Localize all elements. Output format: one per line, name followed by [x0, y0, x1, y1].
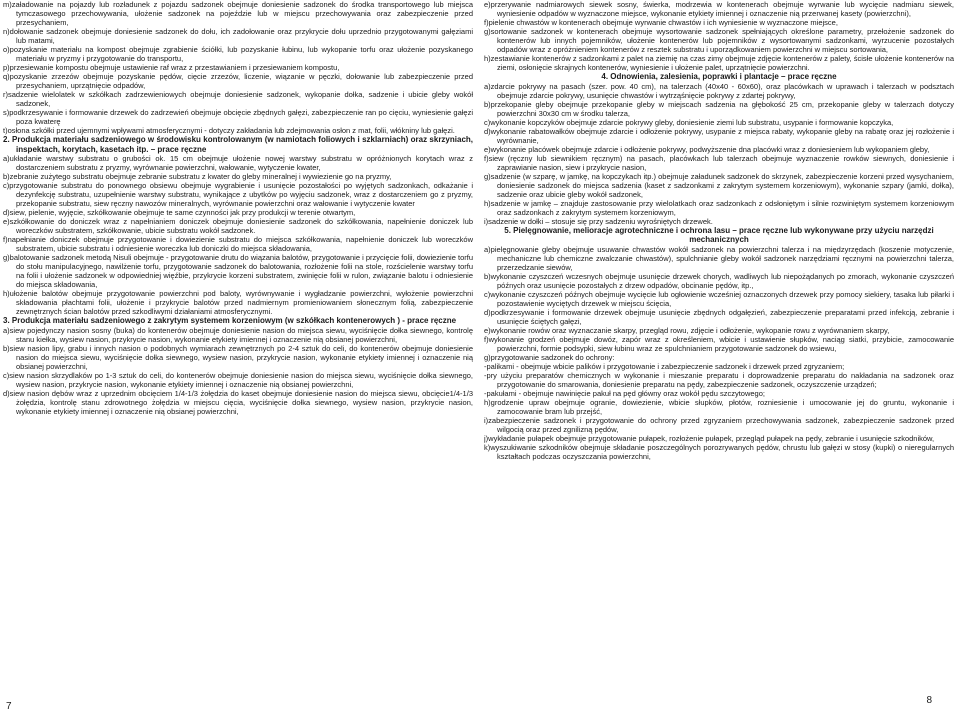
right-paragraph: f)pielenie chwastów w kontenerach obejmuje wyrwanie chwastów i ich wyniesienie w wyznaczone miejsce,: [484, 18, 838, 27]
left-section-heading: 3. Produkcja materiału sadzeniowego z zakrytym systemem korzeniowym (w szkółkach kontenerowych ) - prace ręczne: [3, 316, 457, 325]
right-paragraph: c)wykonanie czyszczeń późnych obejmuje wycięcie lub ogłowienie wcześniej oznaczonych drzewek przy pomocy siekiery, tasaka lub piłarki i pozostawienie wyciętych drzewek w miejscu ścięcia,: [484, 289, 954, 308]
left-paragraph: b)siew nasion lipy, grabu i innych nasion o podobnych wymiarach zewnętrznych po 2-4 sztuk do celi, do kontenerów obejmuje doniesienie nasion do miejsca siewu, wyciśnięcie dołka siewnego, wysiew nasion, przykrycie nasion, wykonanie etykiety imiennej i oznaczenie nią obsianej powierzchni,: [3, 343, 473, 371]
right-section-heading: 5. Pielęgnowanie, melioracje agrotechniczne i ochrona lasu – prace ręczne lub wykonywane przy użyciu narzędzi mechanicznych: [504, 225, 934, 244]
right-paragraph: -palikami - obejmuje wbicie palików i przygotowanie i zabezpieczenie sadzonek i drzewek przed zgryzaniem;: [484, 361, 845, 371]
right-paragraph: h)zestawianie kontenerów z sadzonkami z palet na ziemię na czas zimy obejmuje zdjęcie kontenerów z palety, ścisłe ułożenie kontenerów na ziemi, osłonięcie skrajnych kontenerów, wyniesienie i ułożenie palet, uprzątnięcie powierzchni.: [484, 54, 954, 72]
left-section-heading: 2. Produkcja materiału sadzeniowego w środowisku kontrolowanym (w namiotach foliowych i szklarniach) oraz skrzyniach, inspektach, korytach, kasetach itp. – prace ręczne: [3, 135, 473, 154]
right-paragraph: g)sadzenie (w szparę, w jamkę, na kopczykach itp.) obejmuje załadunek sadzonek do skrzynek, zabezpieczenie korzeni przed wysychaniem, doniesienie sadzonek do miejsca sadzenia (kaset z sadzonkami z zakrytym systemem korzeniowym), wykonanie szpary (jamki, dołka), sadzenie oraz ubicie gleby wokół sadzonek,: [484, 171, 954, 199]
right-paragraph: i)sadzenie w dołki – stosuje się przy sadzeniu wyrośniętych drzewek.: [484, 216, 713, 226]
right-paragraph: -pry użyciu preparatów chemicznych w wykonanie i mieszanie preparatu i doprowadzenie preparatu do nakładania na sadzonek oraz przygotowanie do smarowania, doniesienie preparatu na pędy, zabezpieczenie sadzonek, oczyszczenie urządzeń;: [484, 370, 954, 389]
left-paragraph: s)podkrzesywanie i formowanie drzewek do zadrzewień obejmuje obcięcie zbędnych gałęzi, zabezpieczenie ran po cięciu, wyniesienie gałęzi poza kwaterę: [3, 108, 473, 126]
right-paragraph: f)wykonanie grodzeń obejmuje dowóz, zapór wraz z określeniem, wbicie i ustawienie słupków, naciąg siatki, przybicie, zamocowanie powierzchni, formie podsypki, siew łubinu wraz ze spulchnianiem przygotowanie sadzonek do wsiewu,: [484, 334, 954, 353]
right-paragraph: k)wyszukiwanie szkodników obejmuje składanie poszczególnych porozrywanych pędów, chrustu lub gałęzi w stosy (kupki) o nieregularnych kształtach podczas oczyszczania powierzchni,: [484, 442, 954, 461]
right-paragraph: e)wykonanie placówek obejmuje zdarcie i odłożenie pokrywy, podwyższenie dna placówki wraz z doniesieniem lub wykopaniem gleby,: [484, 144, 930, 154]
left-paragraph: d)siew, pielenie, wyjęcie, szkółkowanie obejmuje te same czynności jak przy produkcji w terenie otwartym,: [3, 208, 356, 217]
right-paragraph: h)sadzenie w jamkę – znajduje zastosowanie przy wielolatkach oraz sadzonkach z odsłoniętym i silnie rozwiniętym systemem korzeniowym oraz sadzonkach z zakrytym systemem korzeniowym,: [484, 198, 954, 217]
left-paragraph: c)siew nasion skrzydlaków po 1-3 sztuk do celi, do kontenerów obejmuje doniesienie nasion do miejsca siewu, wyciśnięcie dołka siewnego, wysiew nasion, przykrycie nasion, wykonanie etykiety imiennej i oznaczenie nią obsianej powierzchni,: [3, 370, 473, 389]
right-text-column: [484, 0, 954, 700]
right-paragraph: g)przygotowanie sadzonek do ochrony:: [484, 352, 615, 362]
left-text-column: [3, 0, 473, 700]
right-paragraph: b)wykonanie czyszczeń wczesnych obejmuje usunięcie drzewek chorych, wadliwych lub niepożądanych po zmorach, wykonanie czyszczeń późnych oraz usunięcie pozostałych z drzew odpadów, obcinanie pędów, itp.,: [484, 271, 954, 290]
left-paragraph: f)napełnianie doniczek obejmuje przygotowanie i dowiezienie substratu do miejsca szkółkowania, napełnienie doniczek lub woreczków substratem, ubicie substratu i odniesienie woreczka lub doniczki do miejsca składowania,: [3, 235, 473, 253]
right-paragraph: c)wykonanie kopczyków obejmuje zdarcie pokrywy gleby, doniesienie ziemi lub substratu, usypanie i formowanie kopczyka,: [484, 117, 894, 127]
right-paragraph: g)sortowanie sadzonek w kontenerach obejmuje wysortowanie sadzonek spełniających określone parametry, przełożenie sadzonek do kontenerów lub innych pojemników, ułożenie kontenerów lub pojemników z wysortowanymi sadzonkami, wyrzucenie pozostałych odpadów wraz z opróżnieniem kontenerów z resztek substratu i uporządkowaniem powierzchni w miejscu sortowania,: [484, 27, 954, 54]
page-number-right: 8: [926, 695, 932, 706]
left-paragraph: m)załadowanie na pojazdy lub rozładunek z pojazdu sadzonek obejmuje doniesienie sadzonek do środka transportowego lub miejsca tymczasowego przechowywania, ułożenie sadzonek na pojeździe lub w miejscu przechowywania oraz zabezpieczenie przed przesychaniem,: [3, 0, 473, 27]
right-paragraph: e)wykonanie rowów oraz wyznaczanie skarpy, przegląd rowu, zdjęcie i odłożenie, wykopanie rowu z wyrównaniem skarpy,: [484, 325, 890, 335]
left-paragraph: h)ułożenie balotów obejmuje przygotowanie powierzchni pod baloty, wyrównywanie i wygładzanie powierzchni, wyłożenie powierzchni składowania płachtami folii, ułożenie i przykrycie balotów przed nadmiernym promieniowaniem słonecznym folią, zabezpieczenie zewnętrznych ścian balotów przed szkodliwymi działaniami atmosferycznymi.: [3, 289, 473, 316]
left-paragraph: e)szkółkowanie do doniczek wraz z napełnianiem doniczek obejmuje doniesienie sadzonek do szkółkowania, napełnienie doniczek lub woreczków substratem, szkółkowanie, ubicie substratu wokół sadzonek.: [3, 217, 473, 235]
left-paragraph: c)przygotowanie substratu do ponownego obsiewu obejmuje wygrabienie i usunięcie pozostałości po wyjętych sadzonkach, odkażanie i dezynfekcję substratu, uzupełnienie warstwy substratu, wynikające z ubytków po wyjęciu sadzonek, wraz z dostarczeniem go z pryzmy, przekopanie substratu, siew ręczny nawozów mineralnych, wyrównanie powierzchni oraz wałowanie i wytyczenie kwater: [3, 181, 473, 208]
left-paragraph: b)zebranie zużytego substratu obejmuje zebranie substratu z kwater do gleby mineralnej i wywiezienie go na pryzmy,: [3, 172, 392, 181]
left-paragraph: o)pozyskanie materiału na kompost obejmuje zgrabienie ściółki, lub pozyskanie łubinu, lub wykopanie torfu oraz ułożenie pozyskanego materiału w pryzmy i przygotowanie do transportu,: [3, 45, 473, 63]
right-section-heading: 4. Odnowienia, zalesienia, poprawki i plantacje – prace ręczne: [601, 72, 837, 81]
left-paragraph: n)dołowanie sadzonek obejmuje doniesienie sadzonek do dołu, ich zadołowanie oraz przykrycie dołu uprzednio przygotowanymi gałęziami lub matami,: [3, 27, 473, 45]
right-paragraph: b)przekopanie gleby obejmuje przekopanie gleby w miejscach sadzenia na głębokość 25 cm, przekopanie gleby w talerzach dotyczy powierzchni 30x30 cm w środku talerza,: [484, 99, 954, 118]
page-number-left: 7: [6, 701, 12, 712]
left-paragraph: r)sadzenie wielolatek w szkółkach zadrzewieniowych obejmuje doniesienie sadzonek, wykopanie dołka, sadzenie i ubicie gleby wokół sadzonek,: [3, 90, 473, 108]
left-paragraph: p)przesiewanie kompostu obejmuje ustawienie raf wraz z przestawianiem i przesiewaniem kompostu,: [3, 63, 340, 72]
right-paragraph: e)przerywanie nadmiarowych siewek sosny, świerka, modrzewia w kontenerach obejmuje wyrwanie lub wycięcie nadmiaru siewek, wyniesienie odpadów w wyznaczone miejsce, wykonanie etykiety imiennej i oznaczenie nią przerwanej kasety (powierzchni),: [484, 0, 954, 18]
left-paragraph: a)układanie warstwy substratu o grubości ok. 15 cm obejmuje ułożenie nowej warstwy substratu w opróżnionych korytach wraz z dostarczeniem substratu z pryzmy, wyrównanie powierzchni, wałowanie, wytyczenie kwater,: [3, 154, 473, 172]
left-paragraph: a)siew pojedynczy nasion sosny (buka) do kontenerów obejmuje doniesienie nasion do miejsca siewu, wyciśnięcie dołka siewnego, kontrolę stanu kiełka, wysiew nasion, przykrycie nasion, wykonanie etykiety imiennej i oznaczenie nią obsianej powierzchni,: [3, 325, 473, 344]
right-paragraph: d)wykonanie rabatowałków obejmuje zdarcie i odłożenie pokrywy, usypanie z miejsca rabaty, wykopanie gleby na rabatę oraz jej rozłożenie i wyrównanie,: [484, 126, 954, 145]
right-paragraph: f)siew (ręczny lub siewnikiem ręcznym) na pasach, placówkach lub talerzach obejmuje wyznaczenie rowków siewnych, doniesienie i zaprawianie nasion, siew i przykrycie nasion,: [484, 153, 954, 172]
left-paragraph: d)siew nasion dębów wraz z uprzednim obcięciem 1/4-1/3 żołędzia do kaset obejmuje doniesienie nasion do miejsca siewu, obcięcie1/4-1/3 żołędzia, kontrolę stanu zdrowotnego żołędzia w miejscu cięcia, wyciśnięcie dołka siewnego, wysiew nasion, przykrycie nasion, wykonanie etykiety imiennej i oznaczenie nią obsianej powierzchni,: [3, 388, 473, 416]
right-paragraph: i)zabezpieczenie sadzonek i przygotowanie do ochrony przed zgryzaniem przechowywania sadzonek, zabezpieczenie sadzonek przed wilgocią oraz przed zgnilizną pędów,: [484, 415, 954, 434]
left-paragraph: t)osłona szkółki przed ujemnymi wpływami atmosferycznymi - dotyczy zakładania lub zdejmowania osłon z mat, folii, włókniny lub gałęzi.: [3, 126, 455, 135]
right-paragraph: d)podkrzesywanie i formowanie drzewek obejmuje usunięcie zbędnych odgałęzień, zabezpieczenie preparatami przed infekcją, zebranie i usunięcie ściętych gałęzi,: [484, 307, 954, 326]
right-paragraph: h)grodzenie upraw obejmuje ogranie, dowiezienie, wbicie słupków, płotów, rozniesienie i umocowanie jej do gruntu, wykonanie i zamocowanie bram lub przejść,: [484, 397, 954, 416]
right-paragraph: a)pielęgnowanie gleby obejmuje usuwanie chwastów wokół sadzonek na powierzchni talerza i na międzyrzędach (koszenie motyczenie, mechaniczne lub chemiczne zwalczanie chwastów), spulchnianie gleby wokół sadzonek narzędziami ręcznymi na powierzchni talerza, przerzedzanie siewów,: [484, 244, 954, 272]
left-paragraph: q)pozyskanie zrzezów obejmuje pozyskanie pędów, cięcie zrzezów, liczenie, wiązanie w pęczki, dołowanie lub zabezpieczenie przed przesychaniem, uprzątnięcie odpadów,: [3, 72, 473, 90]
left-paragraph: g)balotowanie sadzonek metodą Nisuli obejmuje - przygotowanie drutu do wiązania balotów, przygotowanie i przycięcie folii, dowiezienie torfu do stołu manipulacyjnego, nawilżenie torfu, przygotowanie sadzonek do balotowania, rozłożenie folii na stole, rozścielenie warstwy torfu na folii i ułożenie sadzonek w odpowiedniej więźbie, przykrycie korzeni substratem, zwinięcie folii w rulon, związanie balotu i odniesienie do miejsca składowania,: [3, 253, 473, 289]
right-paragraph: -pakułami - obejmuje nawinięcie pakuł na pęd główny oraz wokół pędu szczytowego;: [484, 388, 765, 398]
right-paragraph: a)zdarcie pokrywy na pasach (szer. pow. 40 cm), na talerzach (40x40 - 60x60), oraz placówkach w uprawach i talerzach w podsztach obejmuje zdarcie pokrywy, usunięcie chwastów i wytrząśnięcie pokrywy z zdartej pokrywy,: [484, 81, 954, 100]
right-paragraph: j)wykładanie pułapek obejmuje przygotowanie pułapek, rozłożenie pułapek, przegląd pułapek na pędy, zebranie i usunięcie szkodników,: [484, 433, 935, 443]
